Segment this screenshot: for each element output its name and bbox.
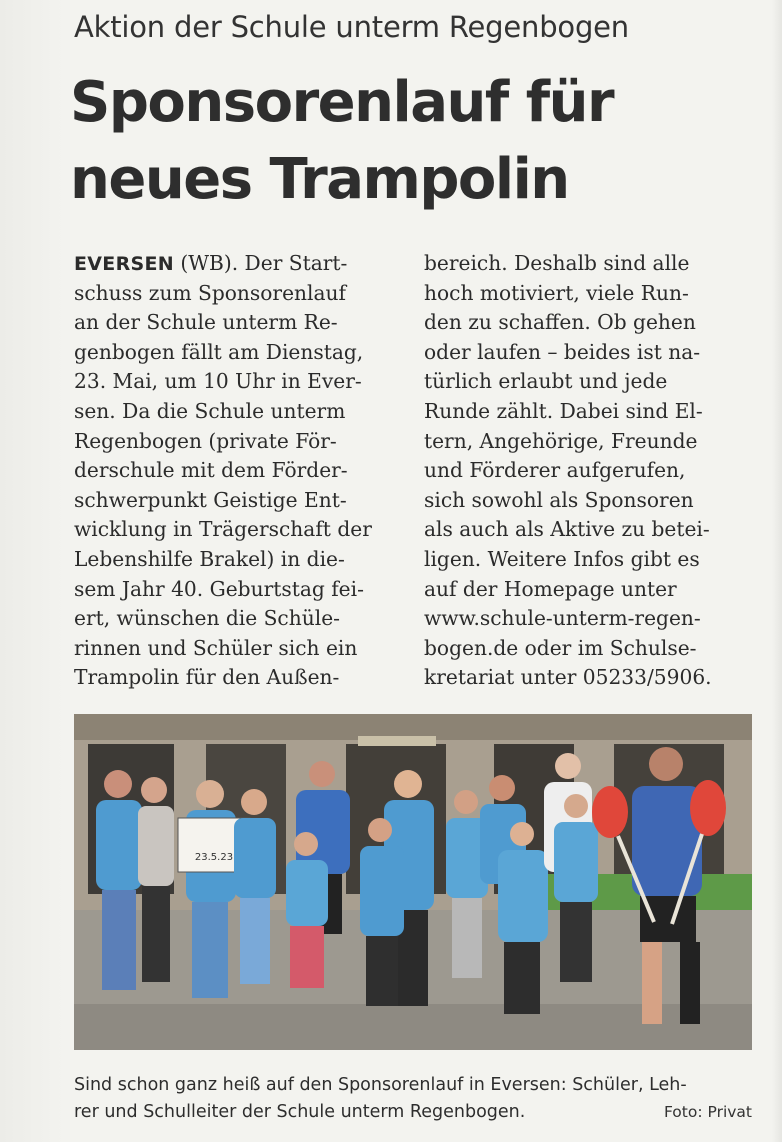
article-dateline: EVERSEN xyxy=(74,253,174,275)
article-photo xyxy=(74,714,752,1050)
photo-credit: Foto: Privat xyxy=(663,1103,752,1121)
text-line: sem Jahr 40. Geburtstag fei- xyxy=(74,576,364,601)
text-line: an der Schule unterm Re- xyxy=(74,310,338,335)
text-line: www.schule-unterm-regen- xyxy=(424,606,701,631)
school-sign-date: 23.5.23 xyxy=(194,852,234,863)
text-line: Runde zählt. Dabei sind El- xyxy=(424,398,703,423)
text-line: oder laufen – beides ist na- xyxy=(424,339,701,364)
text-line: sich sowohl als Sponsoren xyxy=(424,487,694,512)
text-line: genbogen fällt am Dienstag, xyxy=(74,339,364,364)
text-line: hoch motiviert, viele Run- xyxy=(424,280,689,305)
article-kicker: Aktion der Schule unterm Regenbogen xyxy=(74,10,629,44)
group-photo-illustration xyxy=(74,714,752,1050)
caption-line: rer und Schulleiter der Schule unterm Regenbogen. xyxy=(74,1102,526,1122)
text-line: wicklung in Trägerschaft der xyxy=(74,517,372,542)
text-line: kretariat unter 05233/5906. xyxy=(424,665,712,690)
person xyxy=(96,770,142,990)
caption-line: Sind schon ganz heiß auf den Sponsorenlauf in Eversen: Schüler, Leh- xyxy=(74,1075,687,1095)
text-line: auf der Homepage unter xyxy=(424,576,677,601)
text-line: ligen. Weitere Infos gibt es xyxy=(424,546,700,571)
text-line: sen. Da die Schule unterm xyxy=(74,398,346,423)
text-line-start: (WB). Der Start- xyxy=(173,251,348,275)
text-line: türlich erlaubt und jede xyxy=(424,369,668,394)
headline-line-1: Sponsorenlauf für xyxy=(70,70,614,135)
article-column-right xyxy=(424,249,754,693)
text-line: Trampolin für den Außen- xyxy=(74,665,340,690)
text-line: Regenbogen (private För- xyxy=(74,428,337,453)
text-line: bogen.de oder im Schulse- xyxy=(424,635,697,660)
headline-line-2: neues Trampolin xyxy=(70,147,569,212)
article-headline xyxy=(70,64,770,218)
photo-caption xyxy=(74,1072,754,1126)
text-line xyxy=(74,249,410,279)
text-line: ert, wünschen die Schüle- xyxy=(74,606,340,631)
text-line: und Förderer aufgerufen, xyxy=(424,458,686,483)
text-line: als auch als Aktive zu betei- xyxy=(424,517,710,542)
entrance-sign xyxy=(358,736,436,746)
text-line: schwerpunkt Geistige Ent- xyxy=(74,487,347,512)
text-line: derschule mit dem Förder- xyxy=(74,458,348,483)
page-right-edge xyxy=(772,0,782,1142)
article-column-left xyxy=(74,249,410,693)
person xyxy=(138,777,174,982)
text-line: 23. Mai, um 10 Uhr in Ever- xyxy=(74,369,362,394)
page-left-margin xyxy=(0,0,64,1142)
text-line: schuss zum Sponsorenlauf xyxy=(74,280,346,305)
text-line: bereich. Deshalb sind alle xyxy=(424,251,690,275)
text-line: Lebenshilfe Brakel) in die- xyxy=(74,546,345,571)
text-line: rinnen und Schüler sich ein xyxy=(74,635,358,660)
text-line: tern, Angehörige, Freunde xyxy=(424,428,698,453)
text-line: den zu schaffen. Ob gehen xyxy=(424,310,696,335)
